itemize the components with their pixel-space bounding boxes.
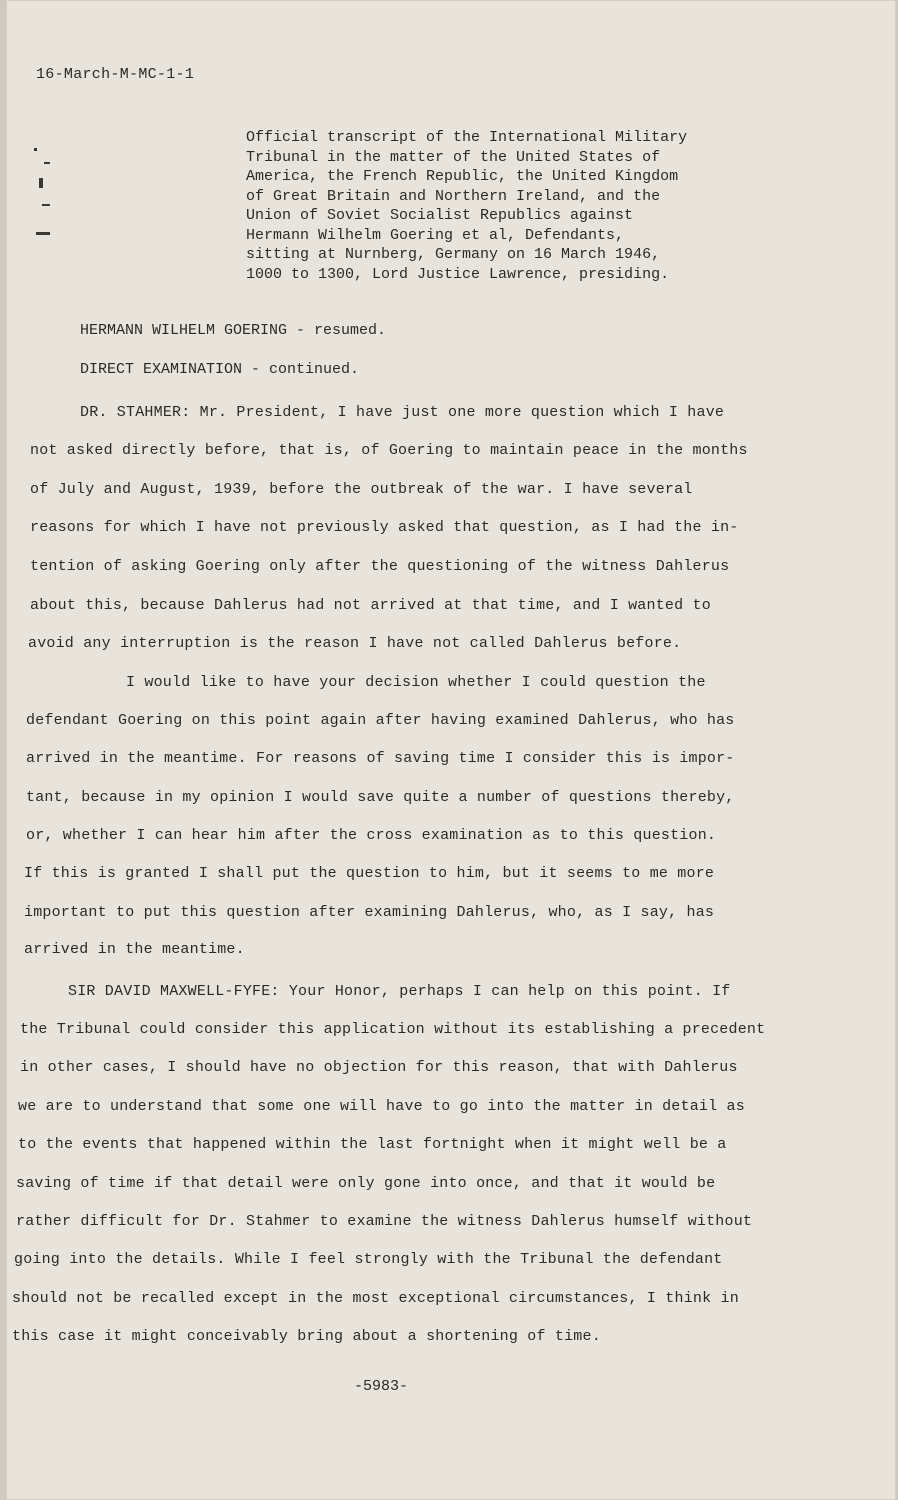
body-line: the Tribunal could consider this application without its establishing a precedent xyxy=(20,1021,766,1038)
section-heading: HERMANN WILHELM GOERING - resumed. xyxy=(80,322,387,339)
body-line: arrived in the meantime. For reasons of saving time I consider this is impor- xyxy=(26,750,735,767)
header-line: sitting at Nurnberg, Germany on 16 March 1946, xyxy=(246,246,661,263)
body-line: DR. STAHMER: Mr. President, I have just one more question which I have xyxy=(80,404,725,421)
body-line: reasons for which I have not previously asked that question, as I had the in- xyxy=(30,519,739,536)
body-line: not asked directly before, that is, of Goering to maintain peace in the months xyxy=(30,442,748,459)
body-line: arrived in the meantime. xyxy=(24,941,245,958)
body-line: saving of time if that detail were only gone into once, and that it would be xyxy=(16,1175,716,1192)
body-line: or, whether I can hear him after the cross examination as to this question. xyxy=(26,827,717,844)
header-line: Union of Soviet Socialist Republics against xyxy=(246,207,634,224)
transcript-header xyxy=(246,128,726,284)
body-line: should not be recalled except in the most exceptional circumstances, I think in xyxy=(12,1290,739,1307)
header-line: Hermann Wilhelm Goering et al, Defendants, xyxy=(246,226,625,244)
header-line: Tribunal in the matter of the United States of xyxy=(246,148,661,166)
page-id: 16-March-M-MC-1-1 xyxy=(36,66,195,83)
body-line: to the events that happened within the last fortnight when it might well be a xyxy=(18,1136,727,1153)
body-line: we are to understand that some one will have to go into the matter in detail as xyxy=(18,1098,745,1115)
body-line: tant, because in my opinion I would save quite a number of questions thereby, xyxy=(26,789,735,806)
body-line: going into the details. While I feel strongly with the Tribunal the defendant xyxy=(14,1251,723,1268)
body-line: I would like to have your decision whether I could question the xyxy=(126,674,706,691)
body-line: important to put this question after examining Dahlerus, who, as I say, has xyxy=(24,904,715,921)
page-number: -5983- xyxy=(354,1378,409,1395)
body-line: in other cases, I should have no objection for this reason, that with Dahlerus xyxy=(20,1059,738,1076)
body-line: defendant Goering on this point again after having examined Dahlerus, who has xyxy=(26,712,735,729)
body-line: this case it might conceivably bring about a shortening of time. xyxy=(12,1328,601,1345)
header-line: of Great Britain and Northern Ireland, and the xyxy=(246,187,661,205)
body-line: SIR DAVID MAXWELL-FYFE: Your Honor, perhaps I can help on this point. If xyxy=(68,983,731,1000)
document-page xyxy=(6,0,896,1500)
body-line: of July and August, 1939, before the outbreak of the war. I have several xyxy=(30,481,693,498)
margin-marks xyxy=(30,148,54,238)
header-line: 1000 to 1300, Lord Justice Lawrence, presiding. xyxy=(246,265,670,283)
body-line: avoid any interruption is the reason I have not called Dahlerus before. xyxy=(28,635,682,652)
subsection-heading: DIRECT EXAMINATION - continued. xyxy=(80,361,360,378)
header-line: Official transcript of the International Military xyxy=(246,129,688,146)
body-line: rather difficult for Dr. Stahmer to examine the witness Dahlerus humself without xyxy=(16,1213,753,1230)
body-line: about this, because Dahlerus had not arrived at that time, and I wanted to xyxy=(30,597,711,614)
body-line: If this is granted I shall put the question to him, but it seems to me more xyxy=(24,865,715,882)
header-line: America, the French Republic, the United Kingdom xyxy=(246,168,679,185)
body-line: tention of asking Goering only after the questioning of the witness Dahlerus xyxy=(30,558,730,575)
